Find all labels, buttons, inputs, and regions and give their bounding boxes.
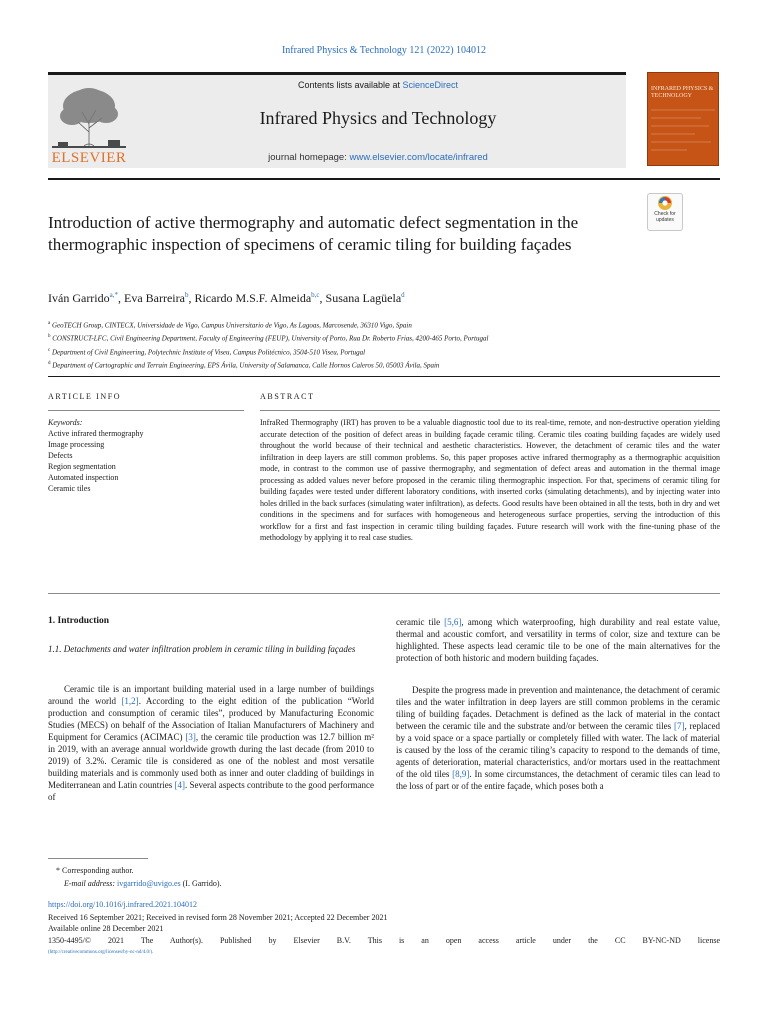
email-note [64,879,221,888]
citation-link[interactable]: [7] [673,721,685,731]
affiliation-marker: b [48,334,51,340]
abstract-text: InfraRed Thermography (IRT) has proven to be a valuable diagnostic tool due to its real-time, remote, and non-destructive operation yielding accurate detection of the position of defect areas in building façade ceramic tiling. Ceramic tiles coating building façades are widely used throughout the world because of their technical and aesthetic characteristics. However, the detachment of ceramic tiles and the water infiltration in deep layers are still common problems. So, this paper proposes active infrared thermography as a thermographic acquisition mode, in contrast to the common use of passive thermography, and segmentation of defect areas and automation in the thermal image processing as added values never before proposed in the ceramic tiling thermographic inspection. For that, specimens of ceramic tiling for building façades were tested under different laboratory conditions, with inserted corks (simulating detachments), and by injecting water into holes drilled in the back surfaces (simulating water infiltration), as defects. Good results have been obtained in all the tests, both in dry and wet conditions in the specimens and for surfaces with homogeneous and heterogeneous surface properties, serving the introduction of this workflow for a first and fast inspection in ceramic tiling building façades. Future research will work with the fine-tuning phase of the methodology by applying it to real case studies. [260,418,720,542]
keywords-label: Keywords: [48,418,83,427]
author-affiliation-marker[interactable]: d [401,291,405,299]
affiliation-text: Department of Cartographic and Terrain Engineering, EPS Ávila, University of Salamanca, Calle Hornos Caleros 50, 05003 Ávila, Spain [52,361,440,370]
body-text: , the ceramic tile production was 12.7 billion m² in 2019, with an average annual worldwide growth during the last decade (from 2010 to 2019) of 3.2%. Ceramic tile is considered as one of the noblest and most versatile building materials and is commonly used both as inner and outer cladding of buildings in Mediterranean and Latin countries [48,732,374,790]
journal-homepage-line [130,152,626,163]
author-affiliation-marker[interactable]: b,c [311,291,320,299]
author-affiliation-marker[interactable]: a,* [109,291,118,299]
keyword-item[interactable]: Image processing [48,440,105,449]
article-title: Introduction of active thermography and automatic defect segmentation in the thermographic inspection of specimens of ceramic tiling for building façades [48,213,579,254]
affiliation-item [48,345,720,358]
keyword-item[interactable]: Active infrared thermography [48,429,144,438]
license-link[interactable]: (http://creativecommons.org/licenses/by-nc-nd/4.0/). [48,950,154,955]
footnote-rule [48,858,148,859]
citation-link[interactable]: [8,9] [452,769,470,779]
author-name[interactable]: Susana Lagüela [325,291,402,305]
affiliation-item [48,318,720,331]
email-label: E-mail address: [64,879,118,888]
author-affiliation-marker[interactable]: b [184,291,189,299]
body-text: . Several aspects contribute to the good performance of [48,780,374,802]
keyword-item[interactable]: Region segmentation [48,462,116,471]
abstract-heading: ABSTRACT [260,392,315,401]
body-text: . In some circumstances, the detachment of ceramic tiles can lead to the loss of part or of the entire façade, which poses both a [396,769,720,791]
body-text: ceramic tile [396,617,445,627]
citation-link[interactable]: [5,6] [444,617,462,627]
running-head[interactable]: Infrared Physics & Technology 121 (2022) 104012 [281,45,487,56]
section-heading: 1. Introduction [48,616,110,626]
keywords-block [48,417,244,494]
citation-link[interactable]: [1,2] [121,696,139,706]
affiliation-list [48,318,720,371]
contents-line [130,80,626,90]
affiliation-text: Department of Civil Engineering, Polytechnic Institute of Viseu, Campus Politécnico, 3504-510 Viseu, Portugal [51,347,366,356]
body-text: Ceramic tile is an important building material used in a large number of buildings around the world [48,684,374,706]
body-text: , replaced by a void space or a space partially or completely filled with water. The lack of material is caused by the loss of the ceramic tiling’s capacity to respond to the demands of time, agents of deterioration, material characteristics, and/or mortars used in the reattachment of the old tiles [396,721,720,779]
author-name[interactable]: Iván Garrido [48,291,110,305]
author-name[interactable]: Eva Barreira [124,291,185,305]
sciencedirect-link[interactable]: ScienceDirect [402,80,459,90]
affiliation-marker: a [48,321,51,326]
affiliation-marker: d [48,360,51,366]
cover-title: INFRARED PHYSICS & TECHNOLOGY [651,86,714,99]
affiliation-text: CONSTRUCT-LFC, Civil Engineering Department, Faculty of Engineering (FEUP), University of Porto, Rua Dr. Roberto Frias, 4200-465 Porto, Portugal [52,334,489,343]
homepage-link[interactable]: www.elsevier.com/locate/infrared [349,152,488,163]
contents-prefix: Contents lists available at [297,80,403,90]
citation-link[interactable]: [4] [174,780,185,790]
affiliation-marker: c [48,347,51,353]
available-online-date: Available online 28 December 2021 [48,924,164,933]
article-info-heading: ARTICLE INFO [48,392,122,401]
body-text: , among which waterproofing, high durability and real estate value, thermal and acoustic comfort, and versatility in terms of color, size and texture can be highlighted. These aspects lead ceramic tile to be one of the main alternatives for the protection of both historic and modern building façades. [396,617,720,663]
subsection-heading: 1.1. Detachments and water infiltration problem in ceramic tiling in building façades [48,644,356,654]
homepage-label: journal homepage: [268,152,350,163]
copyright-line: 1350-4495/© 2021 The Author(s). Published by Elsevier B.V. This is an open access article under the CC BY-NC-ND license [48,936,720,945]
cover-pattern-icon [651,104,715,154]
check-updates-label: Check for updates [654,211,676,223]
abstract-rule [260,410,720,411]
header-rule [48,178,720,180]
body-text: . According to the eight edition of the publication “World production and consumption of ceramic tiles”, produced by Manufacturing Economic Studies (MECS) on behalf of the Association of Italian Manufacturers of Machinery and Equipment for Ceramics (ACIMAC) [48,696,375,742]
abstract-end-rule [48,593,720,594]
front-matter-rule [48,376,720,377]
author-list: Iván Garrido$^{a,*}$, Eva Barreira$^b$, Ricardo M.S.F. Almeida$^{b,c}$, Susana Lagüela$^d$ [48,291,405,305]
affiliation-text: GeoTECH Group, CINTECX, Universidade de Vigo, Campus Universitario de Vigo, As Lagoas, Marcosende, 36310 Vigo, Spain [51,321,412,330]
body-paragraph-right [396,684,720,792]
received-dates: Received 16 September 2021; Received in revised form 28 November 2021; Accepted 22 December 2021 [48,913,388,922]
email-link[interactable]: ivgarrido@uvigo.es [117,879,181,888]
keyword-item[interactable]: Defects [48,451,73,460]
affiliation-item [48,331,720,344]
email-suffix: (I. Garrido). [180,879,222,888]
keyword-item[interactable]: Automated inspection [48,473,119,482]
body-paragraph-right-continued [396,616,720,664]
affiliation-item [48,358,720,371]
body-text: Despite the progress made in prevention and maintenance, the detachment of ceramic tiles and the water infiltration in deep layers are still common problems in the ceramic tiling of building façades. Detachment is defined as the lack of material in the contact between the ceramic tile and the substrate and/or between the ceramic tiles [396,685,720,731]
publisher-wordmark: ELSEVIER [51,150,127,166]
citation-link[interactable]: [3] [185,732,196,742]
article-info-rule [48,410,244,411]
author-name[interactable]: Ricardo M.S.F. Almeida [194,291,312,305]
check-updates-icon [648,194,682,212]
keyword-item[interactable]: Ceramic tiles [48,484,91,493]
body-paragraph-left [48,683,374,803]
corresponding-author-note: * Corresponding author. [56,866,134,875]
journal-title: Infrared Physics and Technology [259,108,497,128]
doi-link[interactable]: https://doi.org/10.1016/j.infrared.2021.104012 [48,900,197,909]
